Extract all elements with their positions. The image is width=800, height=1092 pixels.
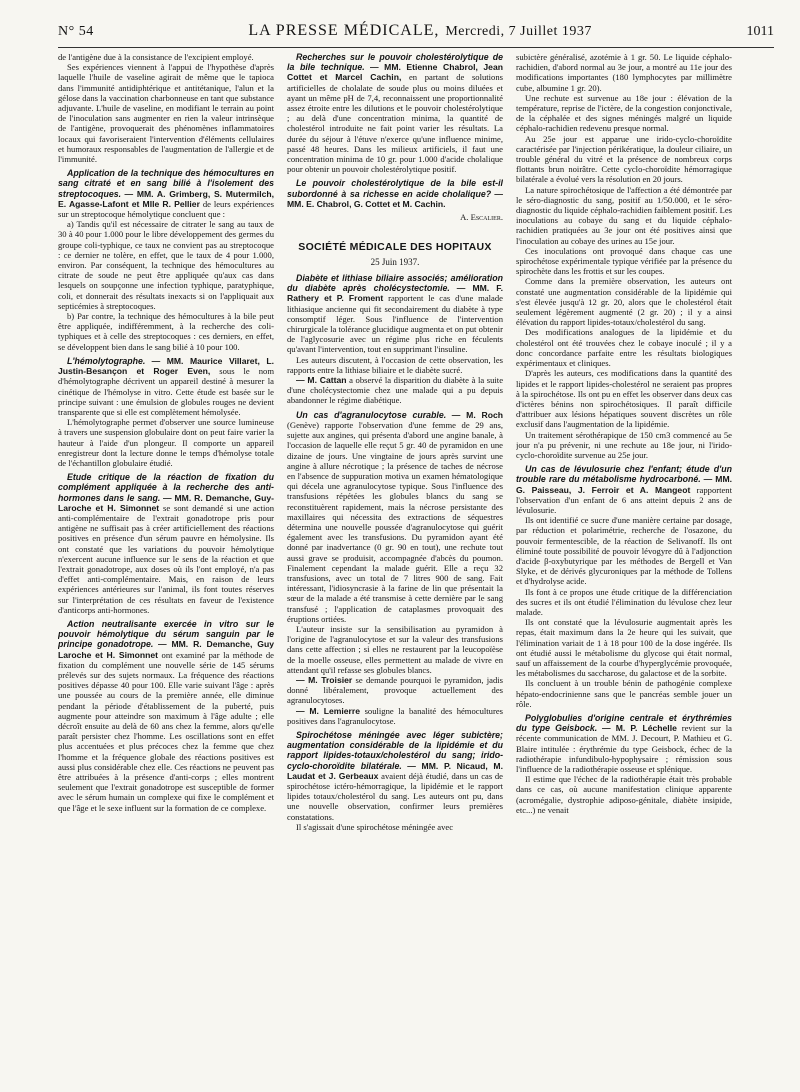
- article-abstract: [516, 464, 732, 515]
- discussion-text: se demande pourquoi le pyramidon, jadis donné libéralement, provoque actuellement des agranulocytoses.: [287, 674, 503, 706]
- article-title: Recherches sur le pouvoir cholestérolytique de la bile technique.: [287, 52, 503, 73]
- paragraph: Un traitement sérothérapique de 150 cm3 commencé au 5e jour n'a pu prévenir, ni une rechute au 18e jour, ni l'irido-cyclo-choroïdite survenue au 25e jour.: [516, 429, 732, 460]
- article-authors: — MM. R. Demanche, Guy-Laroche et H. Simonnet: [58, 492, 274, 513]
- article-text: avaient déjà étudié, dans un cas de spirochétose ictéro-hémorragique, la lipidémie et le rapport lipides totaux/cholestérol du sang. Les auteurs ont pu, dans une nouvelle observation, confirmer leurs premières constatations.: [287, 770, 503, 822]
- paragraph: D'après les auteurs, ces modifications dans la quantité des lipides et le rapport lipides-cholestérol ne seraient pas propres à la spirochétose. Ils ont pu en effet les observer dans deux cas d'ictères bénins non spirochétosiques. Il paraît difficile d'attribuer aux lésions hépatiques souvent discrètes un rôle exclusif dans l'augmentation de la lipidémie.: [516, 368, 732, 430]
- article-title: Un cas d'agranulocytose curable.: [296, 409, 447, 420]
- article-abstract: [58, 356, 274, 417]
- paragraph: b) Par contre, la technique des hémocultures à la bile peut être appliquée, indifféremment, à la recherche des coli-typhiques et à celle des streptocoques : ces derniers, en effet, se développent bien dans le sang bilié à 10 pour 100.: [58, 311, 274, 352]
- journal-title-line: [248, 22, 592, 40]
- paragraph: Ils ont constaté que la lévulosurie augmentait après les repas, était maximum dans la 2e heure qui les suivait, que l'élimination variait de 1 à 18 pour 100 de la dose ingérée. Ils ont étudié aussi le métabolisme du glycose qui était normal, sauf un affaissement de la courbe d'hyperglycémie provoquée, les métabolismes du saccharose, du galactose et de la sorbite.: [516, 617, 732, 679]
- paragraph: Il s'agissait d'une spirochétose méningée avec: [296, 821, 454, 832]
- article-text: rapportent le cas d'une malade lithiasique ancienne qui fit secondairement du diabète à type consomptif léger. Sous l'influence de l'intervention chirurgicale la tolérance glucidique augmenta et on put obtenir de l'aglycosurie avec un régime plus riche en féculents qu'avant l'intervention, tout en supprimant l'insuline.: [287, 293, 503, 355]
- article-title: Application de la technique des hémocultures en sang citraté et en sang bilié à l'isolement des streptocoques.: [58, 168, 274, 199]
- article-authors: — MM. F. Rathery et P. Froment: [287, 283, 503, 304]
- article-title: L'hémolytographe.: [67, 355, 146, 366]
- paragraph: Les auteurs discutent, à l'occasion de cette observation, les rapports entre la lithiase biliaire et le diabète sucré.: [287, 354, 503, 375]
- article-authors: — MM. E. Chabrol, G. Cottet et M. Cachin.: [287, 188, 503, 209]
- paragraph: subictère généralisé, azotémie à 1 gr. 50. Le liquide céphalo-rachidien, d'abord normal au 3e jour, a montré au 11e jour des modifications importantes (180 lymphocytes par millimètre cube, albumine 1 gr. 20).: [516, 52, 732, 93]
- column-right: [516, 52, 732, 1092]
- article-abstract: [58, 472, 274, 615]
- paragraph: Ils concluent à un trouble bénin de pathogénie complexe hépato-endocrinienne sans que le pancréas semble jouer un rôle.: [516, 678, 732, 709]
- article-abstract: [287, 178, 503, 209]
- paragraph: Il estime que l'échec de la radiothérapie était très probable dans ce cas, où aucune manifestation clinique apparente (acromégalie, dystrophie adiposo-génitale, diabète insipide, etc...) ne venait: [516, 774, 732, 815]
- society-session-date: 25 Juin 1937.: [370, 257, 420, 268]
- article-text: revient sur la récente communication de MM. J. Decourt, P. Mathieu et G. Blaire intitulée : érythrémie du type Geisbock, échec de la radiothérapie infundibulo-hypophysaire ; rémission sous l'influence de la radiothérapie osseuse et splénique.: [516, 723, 732, 775]
- paragraph: L'hémolytographe permet d'observer une source lumineuse à travers une suspension globulaire dont on peut faire varier la hauteur à l'aide d'un plongeur. Il comporte un appareil enregistreur dont la lecture donne le temps d'hémolyse totale de l'échantillon globulaire étudié.: [58, 417, 274, 468]
- society-heading: SOCIÉTÉ MÉDICALE DES HOPITAUX: [298, 241, 492, 254]
- issue-number: N° 54: [58, 24, 94, 39]
- paragraph: a) Tandis qu'il est nécessaire de citrater le sang au taux de 30 à 40 pour 1.000 pour le libre développement des germes du groupe coli-typhique, ce taux ne convient pas au streptocoque : ce dernier ne tolère, en effet, que le taux de 4 pour 1.000, environ. Par conséquent, la technique des hémocultures au citrate de soude ne peut être appliquée qu'aux cas dans lesquels on soupçonne une infection typhique, paratyphique, coli, et donnerait des résultats inexacts si on l'appliquait aux septicémies à streptocoques.: [58, 219, 274, 311]
- article-abstract: [287, 52, 503, 174]
- paragraph: Une rechute est survenue au 18e jour : élévation de la température, reprise de l'ictère, de la congestion conjonctivale, de la céphalée et des signes méningés malgré un liquide céphalo-rachidien redevenu presque normal.: [516, 92, 732, 134]
- discussion-paragraph: [287, 706, 503, 726]
- article-text: se sont demandé si une action anti-complémentaire de l'extrait gonadotrope pris pour antigène ne suffisait pas à créer artificiellement des réactions positives en présence d'un sérum pauvre en hémolysine. Ils ont constaté que les variations du pouvoir hémolytique n'exercent aucune influence sur le sens de la réaction et que l'extrait gonadotrope, aux doses où ils l'ont employé, n'a pas d'effet anti-complémentaire. Mais, en raison de leurs expériences antérieures sur l'animal, ils font toutes réserves sur l'interprétation de ces résultats en faveur de l'existence d'anticorps anti-hormones.: [58, 502, 274, 615]
- paragraph: Ils ont identifié ce sucre d'une manière certaine par dosage, par réduction et polarimétrie, recherche de l'osazone, du pouvoir fermentescible, de la réaction de Selivanoff. Ils ont éliminé toute possibilité de pouvoir lévogyre dû à l'adjonction d'acide β-oxybutyrique par les méthodes de Bergell et Van Slyke, et de dérivés glycuroniques par la méthode de Tollens et d'hydrolyse acide.: [516, 515, 732, 587]
- article-text: ont examiné par la méthode de fixation du complément une nouvelle série de 145 sérums prélevés sur des sujets normaux. La fréquence des réactions positives dépasse 40 pour 100. Elle varie suivant l'âge : après une poussée au cours de la première année, elle diminue pendant la période d'établissement de la puberté, puis augmente pour atteindre son maximum à l'âge adulte ; elle décroît ensuite au delà de 60 ans chez la femme, alors qu'elle paraît persister chez l'homme. Les oscillations sont en effet plus accentuées et plus précoces chez la femme que chez l'homme et la fréquence globale des réactions positives est aussi plus considérable chez elle. Ces réactions ne peuvent pas être attribuées à la présence d'anti-corps ; elles montrent seulement que l'extrait gonadotrope est susceptible de former avec le sérum humain un complexe qui fixe le complément et que l'âge et le sexe influent sur la formation de ce complexe.: [58, 649, 274, 813]
- paragraph: Comme dans la première observation, les auteurs ont constaté une augmentation considérable de la lipidémie qui s'est élevée jusqu'à 12 gr. 20, alors que le cholestérol était seulement légèrement augmenté (2 gr. 20) ; il y a ainsi élévation du rapport lipides-totaux/cholestérol du sang.: [516, 276, 732, 328]
- article-title: Un cas de lévulosurie chez l'enfant; étude d'un trouble rare du métabolisme hydrocarboné.: [516, 464, 732, 485]
- article-authors: — M. P. Léchelle: [602, 723, 677, 734]
- article-title: Polyglobulies d'origine centrale et érythrémies du type Geisbock.: [516, 713, 732, 734]
- article-text: en partant de solutions artificielles de cholalate de soude plus ou moins diluées et ayant un même pH de 7,4, reconnaissent une proportionnalité assez étroite entre les dilutions et le pouvoir cholestérolytique ; au delà d'une concentration minima, la quantité de cholestérol introduite ne fait point varier les résultats. La durée du séjour à l'étuve n'exerce qu'une influence minime, passé 48 heures. Dans les milieux artificiels, il faut une concentration minima de 10 gr. pour 1.000 d'acide cholalique pour obtenir un pouvoir cholestérolytique positif.: [287, 72, 503, 175]
- discussant: — M. Lemierre: [296, 705, 361, 716]
- paragraph: L'auteur insiste sur la sensibilisation au pyramidon à l'origine de l'agranulocytose et sur la valeur des transfusions dans cette affection ; si elles ne restaurent par la leucopoïèse de la moelle osseuse, elles permettent au malade de vivre en attendant qu'il refasse ses globules blancs.: [287, 623, 503, 675]
- paragraph: Ses expériences viennent à l'appui de l'hypothèse d'après laquelle l'huile de vaseline agirait de même que le tapioca dans l'immunité antidiphtérique et antitétanique, l'alun et la gélose dans la vaccination charbonneuse en tant que substance adjuvante. L'huile de vaseline, en modifiant le terrain au point de l'inoculation sans augmenter en rien la valeur intrinsèque de l'antigène, provoquerait des phénomènes inflammatoires locaux qui favoriseraient l'intervention d'éléments cellulaires et humoraux responsables de l'augmentation de l'allergie et de l'immunité.: [58, 62, 274, 165]
- page-number: 1011: [746, 24, 774, 39]
- paragraph: Des modifications analogues de la lipidémie et du cholestérol ont été trouvées chez le cobaye inoculé ; il y a donc concordance parfaite entre les résultats biologiques expérimentaux et cliniques.: [516, 327, 732, 369]
- text-columns: [58, 52, 774, 1092]
- article-title: Action neutralisante exercée in vitro sur le pouvoir hémolytique du sérum sanguin par le principe gonadotrope.: [58, 618, 274, 650]
- article-title: Etude critique de la réaction de fixation du complément appliquée à la recherche des anti-hormones dans le sang.: [58, 472, 274, 503]
- discussant: — M. Cattan: [296, 375, 347, 386]
- article-abstract: [287, 410, 503, 624]
- column-middle: [287, 52, 503, 1092]
- article-authors: — M. Roch: [451, 409, 503, 420]
- discussion-paragraph: [287, 675, 503, 706]
- article-text: rapportent l'observation d'un enfant de 6 ans atteint depuis 2 ans de lévulosurie.: [516, 484, 732, 515]
- discussant: — M. Troisier: [296, 674, 353, 685]
- article-authors: — MM. A. Grimberg, S. Mutermilch, E. Agasse-Lafont et Mlle R. Pellier: [58, 188, 274, 209]
- discussion-text: a observé la disparition du diabète à la suite d'une cholécystectomie chez une malade qui a pu depuis abandonner le régime diabétique.: [287, 375, 503, 406]
- article-text: de leurs expériences sur un streptocoque hémolytique concluent que :: [58, 198, 274, 220]
- journal-title: LA PRESSE MÉDICALE,: [248, 22, 440, 39]
- article-abstract: [58, 619, 274, 813]
- paragraph: Ils font à ce propos une étude critique de la différenciation des sucres et ils ont étudié l'élimination du lévulose chez leur malade.: [516, 586, 732, 617]
- column-left: [58, 52, 274, 1092]
- article-authors: — MM. P. Nicaud, M. Laudat et J. Gerbeaux: [287, 760, 503, 781]
- discussion-paragraph: [287, 375, 503, 406]
- article-authors: — MM. R. Demanche, Guy Laroche et H. Simonnet: [58, 639, 274, 660]
- article-title: Spirochétose méningée avec léger subictère; augmentation considérable de la lipidémie et du rapport lipides-totaux/cholestérol du sang; irido-cyclo-choroïdite bilatérale.: [287, 729, 503, 771]
- paragraph: La nature spirochétosique de l'affection a été démontrée par le séro-diagnostic du sang, positif au 1/50.000, et le séro-diagnostic du liquide céphalo-rachidien faiblement positif. Les inoculations au cobaye du sang et du liquide céphalo-rachidien pratiquées au 3e jour ont été positives ainsi que l'inoculation au cobaye des urines au 15e jour.: [516, 184, 732, 246]
- section-signature: A. Escalier.: [460, 212, 503, 223]
- article-text: (Genève) rapporte l'observation d'une femme de 29 ans, sujette aux angines, qui présenta d'abord une angine banale, à l'occasion de laquelle elle reçut 5 gr. 40 de pyramidon en une dizaine de jours. Une vingtaine de jours après survint une angine à allure nécrotique ; la présence de taches de nécrose en l'absence de suppuration motiva un examen hématologique qui décela une agranulocytose typique. Sous l'influence des transfusions répétées les globules blancs du sang se reconstituèrent rapidement, mais la nécrose persistante des maxillaires qui nécessita des extractions de séquestres détermina une nouvelle poussée d'agranulocytose qui guérit également avec les transfusions. Du pyramidon ayant été donné par inadvertance (0 gr. 90 en tout), une rechute tout aussi grave se produisit, accompagnée d'abcès du poumon. Finalement cependant la malade guérit. Elle a reçu 32 transfusions, avec un total de 7 litres 900 de sang. Fait intéressant, l'idiosyncrasie à la farine de lin que présentait la sœur de la malade a été transmise à cette dernière par le sang transfusé ; l'application de cataplasmes provoquait des éruptions ortiées.: [287, 419, 503, 624]
- article-text: sous le nom d'hémolytographe décrivent un appareil destiné à mesurer la cinétique de l'hémolyse in vitro. Cette étude est basée sur le principe suivant : une émulsion de globules rouges ne devient transparente que si elle est complètement hémolysée.: [58, 366, 274, 417]
- article-authors: — MM. Etienne Chabrol, Jean Cottet et Marcel Cachin,: [287, 62, 503, 83]
- article-authors: — MM. Maurice Villaret, L. Justin-Besançon et Roger Even,: [58, 355, 274, 377]
- discussion-text: souligne la banalité des hémocultures positives dans l'agranulocytose.: [287, 705, 503, 726]
- article-abstract: [58, 168, 274, 219]
- article-abstract: [287, 273, 503, 355]
- article-title: Diabète et lithiase biliaire associés; amélioration du diabète après cholécystectomie.: [287, 273, 503, 294]
- article-abstract: [287, 730, 503, 822]
- article-title: Le pouvoir cholestérolytique de la bile est-il subordonné à sa richesse en acide cholalique?: [287, 178, 503, 199]
- article-authors: — MM. G. Paisseau, J. Ferroir et A. Mangeot: [516, 474, 732, 495]
- page-header: [58, 22, 774, 48]
- article-abstract: [516, 713, 732, 774]
- paragraph: de l'antigène due à la consistance de l'excipient employé.: [58, 52, 254, 62]
- paragraph: Au 25e jour est apparue une irido-cyclo-choroïdite caractérisée par l'injection périkératique, la douleur ciliaire, un trouble général du vitré et la présence de nombreux corps flottants brun noirâtre. Cette cyclo-choroïdite hémorragique bilatérale a évolué vers la résolution en 20 jours.: [516, 133, 732, 185]
- paragraph: Ces inoculations ont provoqué dans chaque cas une spirochétose expérimentale typique vérifiée par la présence du spirochète dans les frottis et sur les coupes.: [516, 245, 732, 277]
- issue-date: Mercredi, 7 Juillet 1937: [445, 24, 592, 39]
